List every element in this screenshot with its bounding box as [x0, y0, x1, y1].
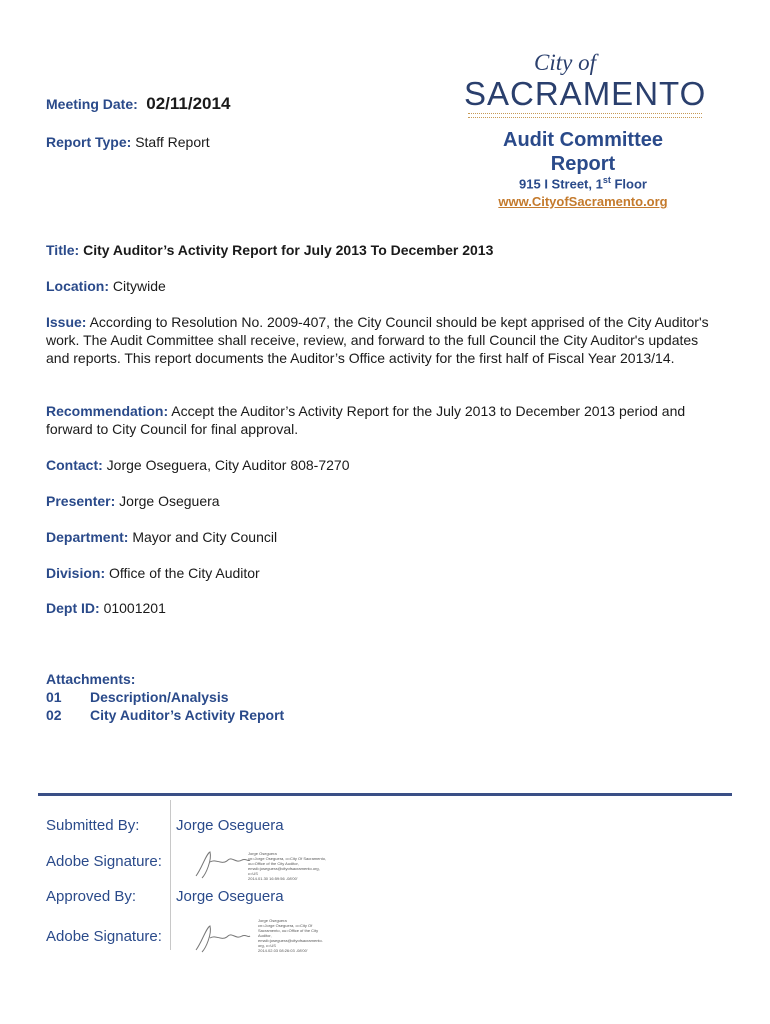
submitted-by-value: Jorge Oseguera: [176, 817, 284, 834]
logo-sacramento: SACRAMENTO: [464, 75, 707, 112]
digital-signature-stamp-1: Jorge Oseguera cn=Jorge Oseguera, o=City Of Sacramento, ou=Office of the City Auditor, email=joseguera@cityofsacramento.org, c=US 2014.01.30 16:59:56 -08'00': [248, 851, 327, 881]
department-row: [46, 528, 726, 546]
contact-row: [46, 456, 726, 474]
report-title-line1: Audit Committee: [503, 129, 663, 151]
adobe-signature-label: Adobe Signature:: [46, 853, 162, 870]
division-label: Division:: [46, 565, 106, 581]
contact-label: Contact:: [46, 457, 103, 473]
title-label: Title:: [46, 242, 80, 258]
recommendation-label: Recommendation:: [46, 403, 169, 419]
issue-value: According to Resolution No. 2009-407, the City Council should be kept apprised of the City Auditor's work. The Audit Committee shall receive, review, and forward to the full Council the City Auditor's updates and reports. This report documents the Auditor’s Office activity for the first half of Fiscal Year 2013/14.: [46, 314, 709, 366]
presenter-label: Presenter:: [46, 493, 116, 509]
signature-2: [192, 920, 252, 961]
address: [462, 175, 704, 191]
address-prefix: 915 I Street, 1: [519, 176, 603, 192]
logo-city-of: City of: [534, 50, 596, 75]
title-value: City Auditor’s Activity Report for July 2013 To December 2013: [83, 242, 494, 258]
presenter-row: [46, 492, 726, 510]
attachment-item: [46, 707, 284, 723]
attachments-heading: Attachments:: [46, 671, 136, 687]
report-type-label: Report Type:: [46, 134, 132, 150]
location-label: Location:: [46, 278, 109, 294]
digital-signature-stamp-2: Jorge Oseguera cn=Jorge Oseguera, o=City Of Sacramento, ou=Office of the City Auditor, email=joseguera@cityofsacramento. org, c=US 2014.02.03 08:26:03 -08'00': [258, 918, 323, 953]
attachment-title[interactable]: City Auditor’s Activity Report: [90, 707, 285, 723]
title-row: [46, 241, 726, 259]
city-website-link[interactable]: www.CityofSacramento.org: [498, 194, 668, 209]
department-label: Department:: [46, 529, 129, 545]
attachment-num: 01: [46, 689, 62, 705]
signature-column-divider: [170, 800, 171, 950]
presenter-value: Jorge Oseguera: [119, 493, 220, 509]
issue-paragraph: [46, 313, 718, 367]
deptid-value: 01001201: [103, 600, 166, 616]
division-row: [46, 564, 726, 582]
recommendation-value: Accept the Auditor’s Activity Report for the July 2013 to December 2013 period and forward to City Council for final approval.: [46, 403, 686, 437]
adobe-signature-label: Adobe Signature:: [46, 928, 162, 945]
logo-rule: [468, 113, 702, 118]
address-sup: st: [602, 175, 611, 185]
location-row: [46, 277, 726, 295]
attachment-item: [46, 689, 229, 705]
report-title-line2: Report: [550, 153, 616, 175]
meeting-date-value: 02/11/2014: [146, 94, 231, 113]
address-suffix: Floor: [610, 176, 647, 192]
report-type-row: [46, 134, 210, 150]
contact-value: Jorge Oseguera, City Auditor 808-7270: [106, 457, 350, 473]
signature-divider: [38, 793, 732, 796]
handwritten-signature-icon: [192, 846, 252, 882]
location-value: Citywide: [112, 278, 166, 294]
meeting-date-label: Meeting Date:: [46, 96, 138, 112]
signature-1: [192, 846, 252, 887]
meeting-date-row: [46, 94, 230, 114]
attachment-title[interactable]: Description/Analysis: [90, 689, 229, 705]
submitted-by-label: Submitted By:: [46, 817, 140, 834]
division-value: Office of the City Auditor: [109, 565, 260, 581]
report-type-value: Staff Report: [135, 134, 210, 150]
attachment-num: 02: [46, 707, 62, 723]
deptid-label: Dept ID:: [46, 600, 100, 616]
handwritten-signature-icon: [192, 920, 252, 956]
approved-by-label: Approved By:: [46, 888, 137, 905]
approved-by-value: Jorge Oseguera: [176, 888, 284, 905]
recommendation-paragraph: [46, 402, 718, 438]
department-value: Mayor and City Council: [132, 529, 278, 545]
deptid-row: [46, 599, 726, 617]
issue-label: Issue:: [46, 314, 87, 330]
